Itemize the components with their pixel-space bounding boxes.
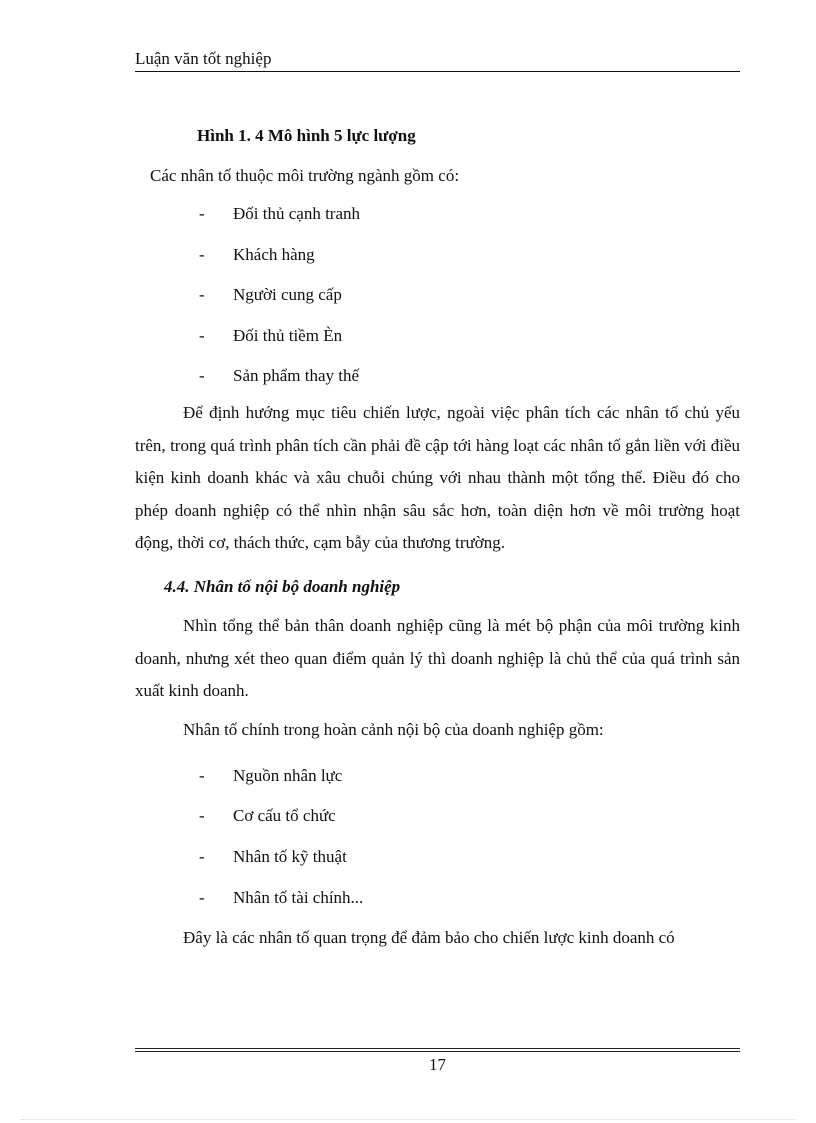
dash-marker: - — [199, 204, 205, 223]
internal-factors-list — [135, 756, 740, 918]
dash-marker: - — [199, 887, 205, 907]
running-header: Luận văn tốt nghiệp — [135, 49, 272, 68]
list-item-text: Khách hàng — [233, 244, 315, 264]
list-item — [135, 194, 740, 235]
page-number: 17 — [429, 1055, 446, 1074]
dash-marker: - — [199, 806, 205, 826]
list-item — [135, 275, 740, 316]
dash-marker: - — [199, 366, 205, 386]
page-content — [135, 118, 740, 955]
page-edge-dots — [20, 1119, 796, 1120]
list-item — [135, 837, 740, 878]
section-heading: 4.4. Nhân tố nội bộ doanh nghiệp — [164, 576, 401, 596]
list-item — [135, 878, 740, 919]
list-item-text: Sản phẩm thay thế — [233, 366, 360, 386]
dash-marker: - — [199, 765, 205, 785]
internal-factors-intro: Nhân tố chính trong hoàn cảnh nội bộ của doanh nghiệp gồm: — [183, 719, 604, 739]
list-item-text: Cơ cấu tổ chức — [233, 806, 336, 826]
industry-paragraph: Để định hướng mục tiêu chiến lược, ngoài việc phân tích các nhân tố chủ yếu trên, trong quá trình phân tích cần phải đề cập tới hàng loạt các nhân tố gắn liền với điều kiện kinh doanh khác và xâu chuỗi chúng với nhau thành một tổng thể. Điều đó cho phép doanh nghiệp có thể nhìn nhận sâu sắc hơn, toàn diện hơn về môi trường hoạt động, thời cơ, thách thức, cạm bẫy của thương trường. — [135, 402, 740, 553]
closing-paragraph: Đây là các nhân tố quan trọng để đảm bảo cho chiến lược kinh doanh có — [183, 928, 675, 948]
dash-marker: - — [199, 846, 205, 866]
list-item-text: Nguồn nhân lực — [233, 765, 343, 785]
dash-marker: - — [199, 285, 205, 305]
list-item — [135, 235, 740, 276]
list-item-text: Nhân tố kỹ thuật — [233, 846, 347, 866]
list-item — [135, 796, 740, 837]
footer-rule — [135, 1048, 740, 1049]
header-rule — [135, 71, 740, 72]
internal-paragraph: Nhìn tổng thể bản thân doanh nghiệp cũng là mét bộ phận của môi trường kinh doanh, nhưng xét theo quan điểm quản lý thì doanh nghiệp là chủ thể của quá trình sản xuất kinh doanh. — [135, 615, 740, 701]
list-item-text: Người cung cấp — [233, 285, 342, 305]
list-item — [135, 356, 740, 397]
industry-factors-list — [135, 194, 740, 397]
list-item-text: Nhân tố tài chính... — [233, 887, 364, 907]
list-item — [135, 756, 740, 797]
list-item-text: Đối thủ cạnh tranh — [233, 204, 360, 223]
dash-marker: - — [199, 325, 205, 345]
dash-marker: - — [199, 244, 205, 264]
industry-factors-intro: Các nhân tố thuộc môi trường ngành gồm có: — [150, 166, 460, 185]
footer-rule — [135, 1051, 740, 1052]
figure-caption: Hình 1. 4 Mô hình 5 lực lượng — [197, 126, 416, 145]
list-item — [135, 316, 740, 357]
list-item-text: Đối thủ tiềm Èn — [233, 325, 343, 345]
